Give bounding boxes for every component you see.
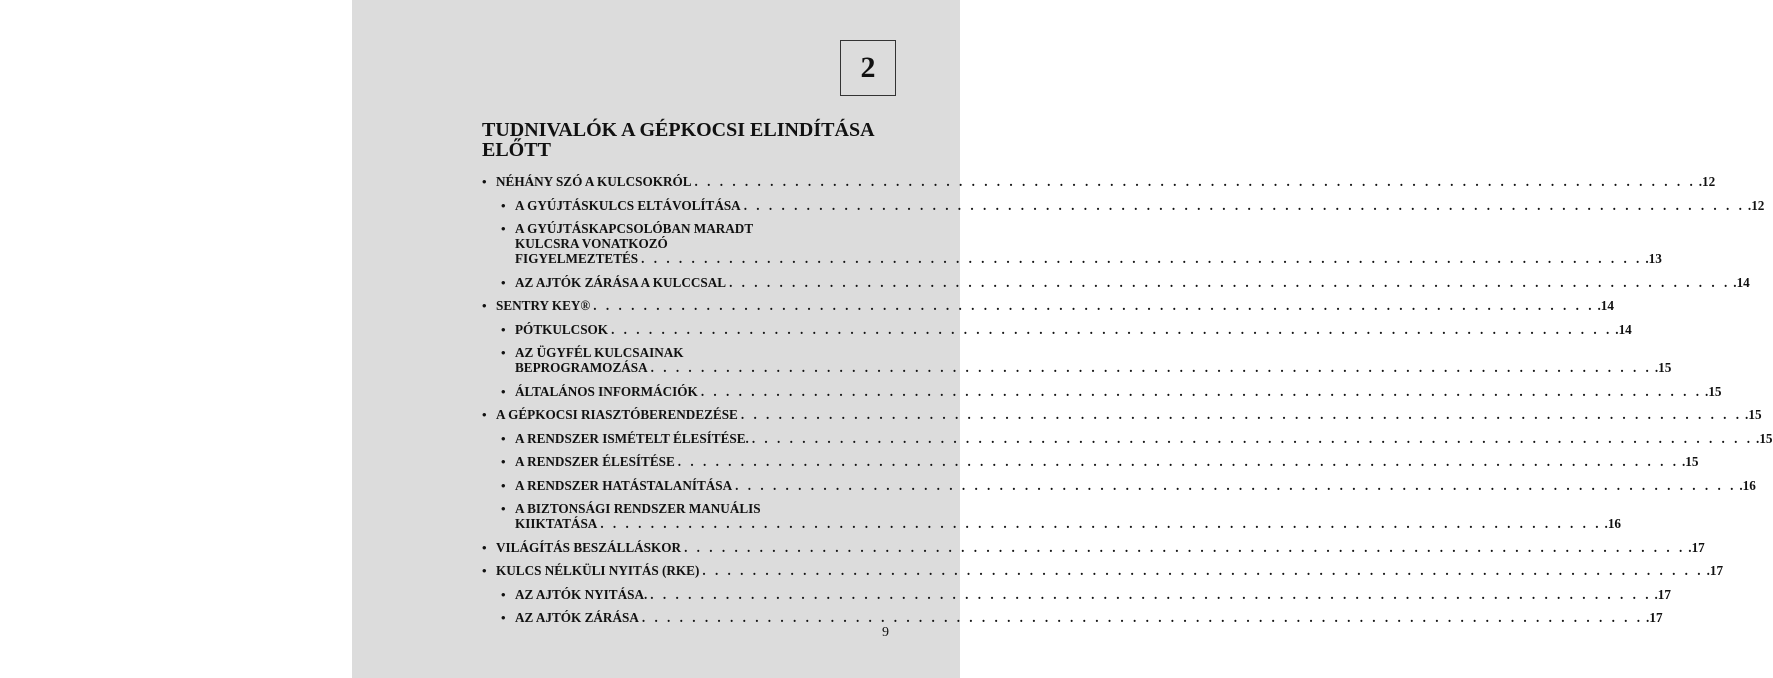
- toc-entry[interactable]: [482, 454, 1699, 469]
- bullet-icon: •: [501, 477, 506, 493]
- bullet-icon: •: [482, 407, 487, 422]
- bullet-icon: •: [501, 274, 506, 290]
- toc-entry-page: .17: [1706, 563, 1724, 578]
- toc-entry[interactable]: [482, 383, 1722, 399]
- toc-entry-title: PÓTKULCSOK: [515, 321, 609, 337]
- toc-entry[interactable]: [482, 563, 1724, 578]
- toc-entry-title: AZ AJTÓK ZÁRÁSA: [515, 610, 639, 625]
- toc-entry-title: KULCSRA VONATKOZÓ: [515, 236, 668, 251]
- toc-entry[interactable]: [482, 274, 1750, 290]
- toc-entry-title: VILÁGÍTÁS BESZÁLLÁSKOR: [496, 539, 682, 555]
- toc-leader-dots: . . . . . . . . . . . . . . . . . . . . . . . . . . . . . . . . . . . . . . . . . . . . . . . . . . . . . . . . . . . . . . . . . . . . . . . . . . . . . . . .: [729, 274, 1731, 290]
- bullet-icon: •: [501, 586, 506, 602]
- toc-leader-dots: . . . . . . . . . . . . . . . . . . . . . . . . . . . . . . . . . . . . . . . . . . . . . . . . . . . . . . . . . . . . . . . . . . . . . . . . . . . . . . . .: [684, 539, 1686, 555]
- toc-entry-title: FIGYELMEZTETÉS: [515, 251, 639, 266]
- toc-entry-title: AZ AJTÓK ZÁRÁSA A KULCCSAL: [515, 274, 727, 290]
- section-title-line-1: TUDNIVALÓK A GÉPKOCSI ELINDÍTÁSA: [482, 119, 875, 141]
- toc-entry-page: .13: [1645, 251, 1662, 266]
- page-number: 9: [882, 625, 889, 640]
- toc-entry[interactable]: [482, 197, 1765, 213]
- toc-leader-dots: . . . . . . . . . . . . . . . . . . . . . . . . . . . . . . . . . . . . . . . . . . . . . . . . . . . . . . . . . . . . . . . . . . . . . . . . . . . . . . . .: [743, 197, 1745, 213]
- toc-entry[interactable]: [482, 610, 1663, 625]
- toc-entry[interactable]: [482, 586, 1671, 602]
- toc-entry-page: .16: [1739, 477, 1756, 493]
- toc-entry[interactable]: [482, 174, 1716, 189]
- toc-entry-page: .14: [1733, 274, 1750, 290]
- toc-entry-title: A GYÚJTÁSKULCS ELTÁVOLÍTÁSA: [515, 197, 741, 213]
- toc-entry[interactable]: [482, 477, 1756, 493]
- bullet-icon: •: [501, 383, 506, 399]
- toc-entry-title: KIIKTATÁSA: [515, 516, 598, 531]
- toc-entry-page: .15: [1745, 407, 1762, 422]
- toc-entry-title: A GYÚJTÁSKAPCSOLÓBAN MARADT: [515, 221, 754, 236]
- bullet-icon: •: [501, 501, 506, 516]
- toc-entry[interactable]: [482, 298, 1614, 313]
- toc-entry[interactable]: [482, 345, 1672, 375]
- toc-entry-title: ÁLTALÁNOS INFORMÁCIÓK: [515, 383, 698, 399]
- toc-entry-title: A GÉPKOCSI RIASZTÓBERENDEZÉSE: [496, 407, 738, 422]
- bullet-icon: •: [501, 197, 506, 213]
- section-title: [482, 120, 902, 160]
- toc-leader-dots: . . . . . . . . . . . . . . . . . . . . . . . . . . . . . . . . . . . . . . . . . . . . . . . . . . . . . . . . . . . . . . . . . . . . . . . . . . . . . . . .: [650, 586, 1652, 602]
- toc-leader-dots: . . . . . . . . . . . . . . . . . . . . . . . . . . . . . . . . . . . . . . . . . . . . . . . . . . . . . . . . . . . . . . . . . . . . . . . . . . . . . . . .: [694, 174, 1696, 189]
- toc-entry-page: .17: [1688, 539, 1705, 555]
- bullet-icon: •: [501, 430, 506, 446]
- toc-entry-title: A RENDSZER ISMÉTELT ÉLESÍTÉSE.: [515, 430, 749, 446]
- chapter-number-box: [840, 40, 896, 96]
- toc-leader-dots: . . . . . . . . . . . . . . . . . . . . . . . . . . . . . . . . . . . . . . . . . . . . . . . . . . . . . . . . . . . . . . . . . . . . . . . . . . . . . . . .: [751, 430, 1754, 446]
- toc-leader-dots: . . . . . . . . . . . . . . . . . . . . . . . . . . . . . . . . . . . . . . . . . . . . . . . . . . . . . . . . . . . . . . . . . . . . . . . . . . . . . . . .: [641, 610, 1644, 625]
- toc-entry-title: KULCS NÉLKÜLI NYITÁS (RKE): [496, 563, 700, 578]
- toc-entry-title: A RENDSZER HATÁSTALANÍTÁSA: [515, 477, 733, 493]
- toc-leader-dots: . . . . . . . . . . . . . . . . . . . . . . . . . . . . . . . . . . . . . . . . . . . . . . . . . . . . . . . . . . . . . . . . . . . . . . . . . . . . . . . .: [702, 563, 1704, 578]
- toc-entry-title: SENTRY KEY®: [496, 298, 591, 313]
- toc-entry-page: .14: [1597, 298, 1614, 313]
- toc-entry[interactable]: [482, 539, 1705, 555]
- toc-leader-dots: . . . . . . . . . . . . . . . . . . . . . . . . . . . . . . . . . . . . . . . . . . . . . . . . . . . . . . . . . . . . . . . . . . . . . . . . . . . . . . . .: [593, 298, 1595, 313]
- bullet-icon: •: [501, 321, 506, 337]
- chapter-number: 2: [860, 51, 876, 84]
- table-of-contents: [482, 174, 1773, 634]
- toc-entry[interactable]: [482, 430, 1773, 446]
- bullet-icon: •: [482, 298, 487, 313]
- toc-entry-title: NÉHÁNY SZÓ A KULCSOKRÓL: [496, 174, 692, 189]
- toc-entry-page: .15: [1654, 360, 1672, 375]
- toc-entry-page: .14: [1615, 321, 1632, 337]
- toc-entry-page: .15: [1756, 430, 1773, 446]
- bullet-icon: •: [482, 563, 487, 578]
- toc-entry[interactable]: [482, 321, 1632, 337]
- toc-leader-dots: . . . . . . . . . . . . . . . . . . . . . . . . . . . . . . . . . . . . . . . . . . . . . . . . . . . . . . . . . . . . . . . . . . . . . . . . . . . . . . . .: [611, 321, 1613, 337]
- section-title-line-2: ELŐTT: [482, 139, 551, 161]
- toc-leader-dots: . . . . . . . . . . . . . . . . . . . . . . . . . . . . . . . . . . . . . . . . . . . . . . . . . . . . . . . . . . . . . . . . . . . . . . . . . . . . . . . .: [735, 477, 1737, 493]
- toc-entry-title: BEPROGRAMOZÁSA: [515, 360, 648, 375]
- bullet-icon: •: [501, 454, 506, 469]
- toc-entry-title: A BIZTONSÁGI RENDSZER MANUÁLIS: [515, 501, 761, 516]
- toc-entry-page: .15: [1682, 454, 1699, 469]
- toc-entry-page: .17: [1654, 586, 1671, 602]
- toc-leader-dots: . . . . . . . . . . . . . . . . . . . . . . . . . . . . . . . . . . . . . . . . . . . . . . . . . . . . . . . . . . . . . . . . . . . . . . . . . . . . . . . .: [600, 516, 1602, 531]
- toc-leader-dots: . . . . . . . . . . . . . . . . . . . . . . . . . . . . . . . . . . . . . . . . . . . . . . . . . . . . . . . . . . . . . . . . . . . . . . . . . . . . . . . .: [700, 383, 1703, 399]
- toc-entry-page: .12: [1747, 197, 1765, 213]
- toc-entry[interactable]: [482, 501, 1622, 531]
- toc-entry[interactable]: [482, 221, 1662, 266]
- left-page-blank: [0, 0, 352, 678]
- toc-leader-dots: . . . . . . . . . . . . . . . . . . . . . . . . . . . . . . . . . . . . . . . . . . . . . . . . . . . . . . . . . . . . . . . . . . . . . . . . . . . . . . . .: [740, 407, 1743, 422]
- toc-leader-dots: . . . . . . . . . . . . . . . . . . . . . . . . . . . . . . . . . . . . . . . . . . . . . . . . . . . . . . . . . . . . . . . . . . . . . . . . . . . . . . . .: [641, 251, 1643, 266]
- toc-leader-dots: . . . . . . . . . . . . . . . . . . . . . . . . . . . . . . . . . . . . . . . . . . . . . . . . . . . . . . . . . . . . . . . . . . . . . . . . . . . . . . . .: [650, 360, 1652, 375]
- toc-entry-title: AZ ÜGYFÉL KULCSAINAK: [515, 345, 684, 360]
- bullet-icon: •: [501, 610, 506, 625]
- toc-entry-title: A RENDSZER ÉLESÍTÉSE: [515, 454, 675, 469]
- toc-leader-dots: . . . . . . . . . . . . . . . . . . . . . . . . . . . . . . . . . . . . . . . . . . . . . . . . . . . . . . . . . . . . . . . . . . . . . . . . . . . . . . . .: [677, 454, 1679, 469]
- bullet-icon: •: [501, 221, 506, 236]
- toc-entry-page: .17: [1646, 610, 1663, 625]
- toc-entry-page: .15: [1705, 383, 1722, 399]
- toc-entry-page: .16: [1604, 516, 1622, 531]
- bullet-icon: •: [482, 539, 487, 555]
- bullet-icon: •: [501, 345, 506, 360]
- toc-entry-page: .12: [1698, 174, 1716, 189]
- toc-entry[interactable]: [482, 407, 1762, 422]
- bullet-icon: •: [482, 174, 487, 189]
- toc-entry-title: AZ AJTÓK NYITÁSA.: [515, 586, 648, 602]
